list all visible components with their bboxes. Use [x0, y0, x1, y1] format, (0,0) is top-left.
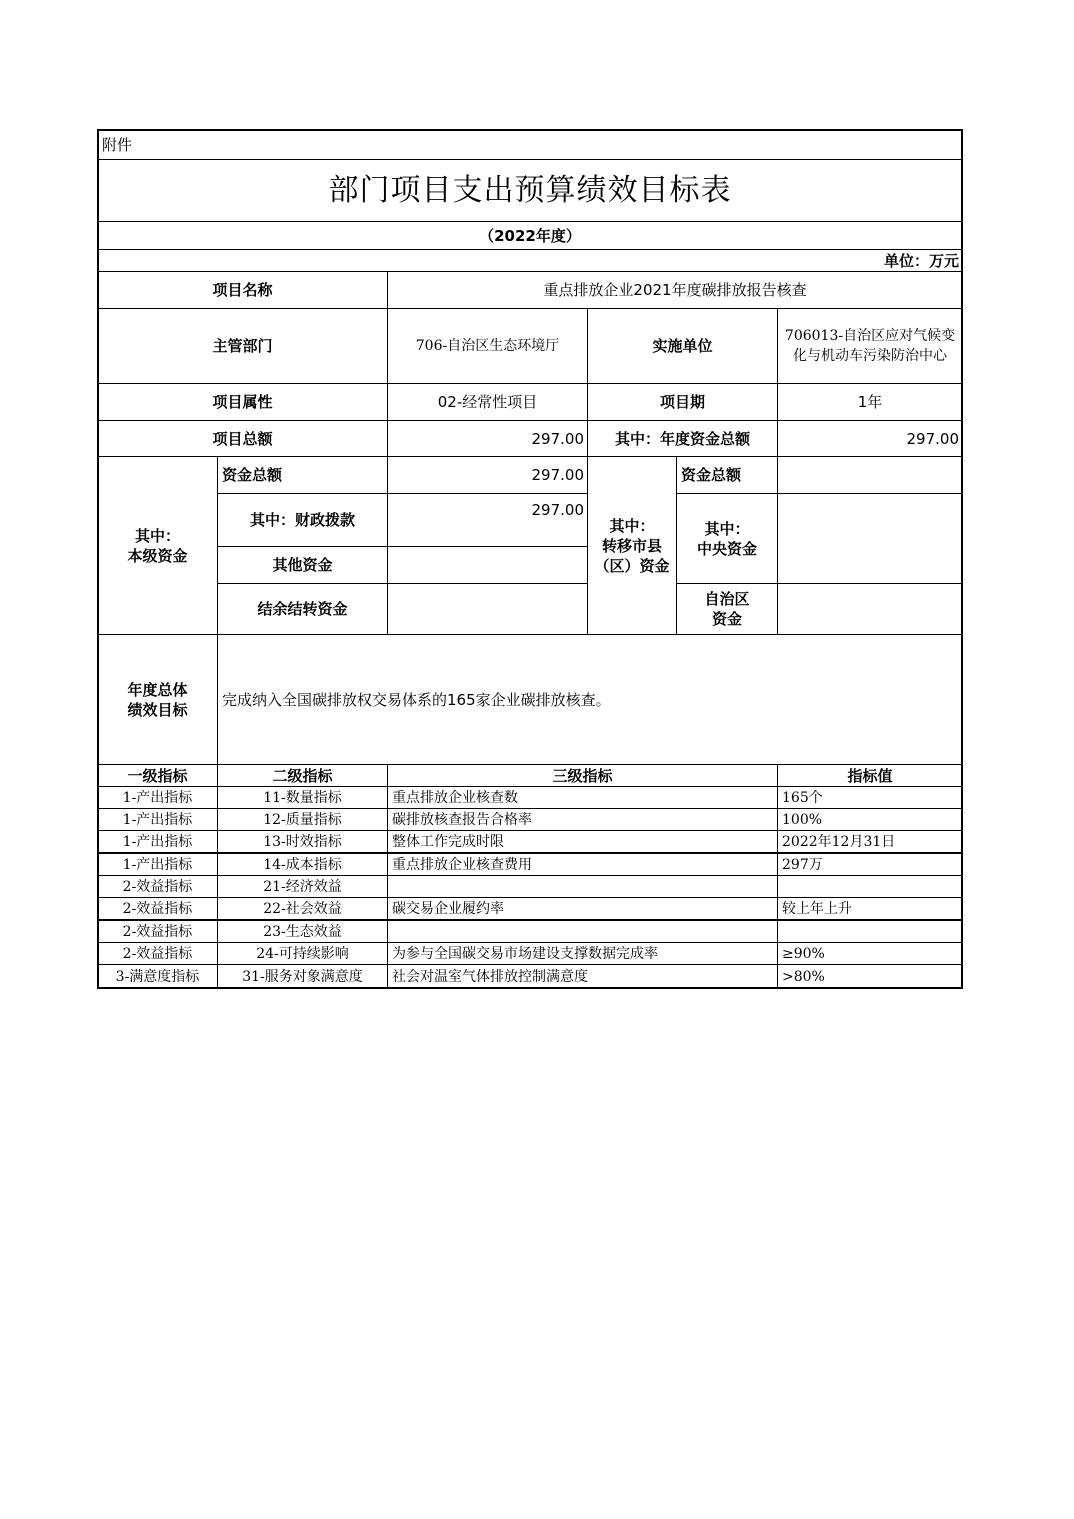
project-total-label: 项目总额	[97, 420, 388, 457]
indicator-header-value: 指标值	[777, 764, 963, 787]
indicator-l3: 碳排放核查报告合格率	[387, 808, 778, 831]
performance-target-sheet	[97, 129, 963, 989]
transfer-total-label: 资金总额	[676, 456, 778, 494]
annual-goal-label: 年度总体 绩效目标	[97, 634, 218, 765]
indicator-value: 100%	[777, 808, 963, 831]
indicator-value: 较上年上升	[777, 897, 963, 920]
fiscal-funds-value: 297.00	[387, 493, 588, 547]
region-funds-value	[777, 583, 963, 635]
other-funds-value	[387, 546, 588, 584]
indicator-l2: 23-生态效益	[217, 920, 388, 943]
indicator-value: 2022年12月31日	[777, 830, 963, 853]
central-funds-value	[777, 493, 963, 584]
impl-unit-label: 实施单位	[587, 308, 778, 384]
dept-label: 主管部门	[97, 308, 388, 384]
indicator-l2: 12-质量指标	[217, 808, 388, 831]
indicator-l1: 2-效益指标	[97, 942, 218, 965]
indicator-value	[777, 920, 963, 943]
indicator-l3: 重点排放企业核查数	[387, 786, 778, 809]
impl-unit-value: 706013-自治区应对气候变化与机动车污染防治中心	[777, 308, 963, 384]
project-period-value: 1年	[777, 383, 963, 421]
indicator-l3: 为参与全国碳交易市场建设支撑数据完成率	[387, 942, 778, 965]
transfer-total-value	[777, 456, 963, 494]
indicator-l3: 整体工作完成时限	[387, 830, 778, 853]
indicator-l2: 24-可持续影响	[217, 942, 388, 965]
funds-total-label: 资金总额	[217, 456, 388, 494]
indicator-l2: 13-时效指标	[217, 830, 388, 853]
indicator-l2: 21-经济效益	[217, 875, 388, 898]
indicator-header-l1: 一级指标	[97, 764, 218, 787]
carryover-funds-label: 结余结转资金	[217, 583, 388, 635]
indicator-l1: 1-产出指标	[97, 853, 218, 876]
attachment-label: 附件	[97, 129, 963, 160]
indicator-l3: 重点排放企业核查费用	[387, 853, 778, 876]
indicator-l3	[387, 875, 778, 898]
page-title: 部门项目支出预算绩效目标表	[97, 159, 963, 222]
project-attr-label: 项目属性	[97, 383, 388, 421]
indicator-l2: 14-成本指标	[217, 853, 388, 876]
project-period-label: 项目期	[587, 383, 778, 421]
indicator-header-l3: 三级指标	[387, 764, 778, 787]
unit-label: 单位：万元	[97, 249, 963, 272]
indicator-l3: 碳交易企业履约率	[387, 897, 778, 920]
project-total-value: 297.00	[387, 420, 588, 457]
indicator-l2: 31-服务对象满意度	[217, 964, 388, 989]
transfer-funds-label: 其中： 转移市县 （区）资金	[587, 456, 677, 635]
indicator-l1: 2-效益指标	[97, 920, 218, 943]
carryover-funds-value	[387, 583, 588, 635]
annual-total-label: 其中：年度资金总额	[587, 420, 778, 457]
indicator-value: 297万	[777, 853, 963, 876]
project-name-value: 重点排放企业2021年度碳排放报告核查	[387, 271, 963, 309]
indicator-l2: 11-数量指标	[217, 786, 388, 809]
indicator-l2: 22-社会效益	[217, 897, 388, 920]
indicator-value: ≥90%	[777, 942, 963, 965]
indicator-l3: 社会对温室气体排放控制满意度	[387, 964, 778, 989]
year-label: （2022年度）	[97, 221, 963, 250]
project-name-label: 项目名称	[97, 271, 388, 309]
indicator-l1: 2-效益指标	[97, 875, 218, 898]
indicator-l1: 1-产出指标	[97, 830, 218, 853]
indicator-l1: 1-产出指标	[97, 786, 218, 809]
region-funds-label: 自治区 资金	[676, 583, 778, 635]
indicator-value	[777, 875, 963, 898]
funds-total-value: 297.00	[387, 456, 588, 494]
other-funds-label: 其他资金	[217, 546, 388, 584]
indicator-header-l2: 二级指标	[217, 764, 388, 787]
indicator-l1: 1-产出指标	[97, 808, 218, 831]
indicator-l3	[387, 920, 778, 943]
indicator-value: >80%	[777, 964, 963, 989]
local-funds-label: 其中： 本级资金	[97, 456, 218, 635]
project-attr-value: 02-经常性项目	[387, 383, 588, 421]
annual-total-value: 297.00	[777, 420, 963, 457]
fiscal-funds-label: 其中：财政拨款	[217, 493, 388, 547]
central-funds-label: 其中： 中央资金	[676, 493, 778, 584]
indicator-l1: 3-满意度指标	[97, 964, 218, 989]
annual-goal-text: 完成纳入全国碳排放权交易体系的165家企业碳排放核查。	[217, 634, 963, 765]
indicator-value: 165个	[777, 786, 963, 809]
indicator-l1: 2-效益指标	[97, 897, 218, 920]
dept-value: 706-自治区生态环境厅	[387, 308, 588, 384]
